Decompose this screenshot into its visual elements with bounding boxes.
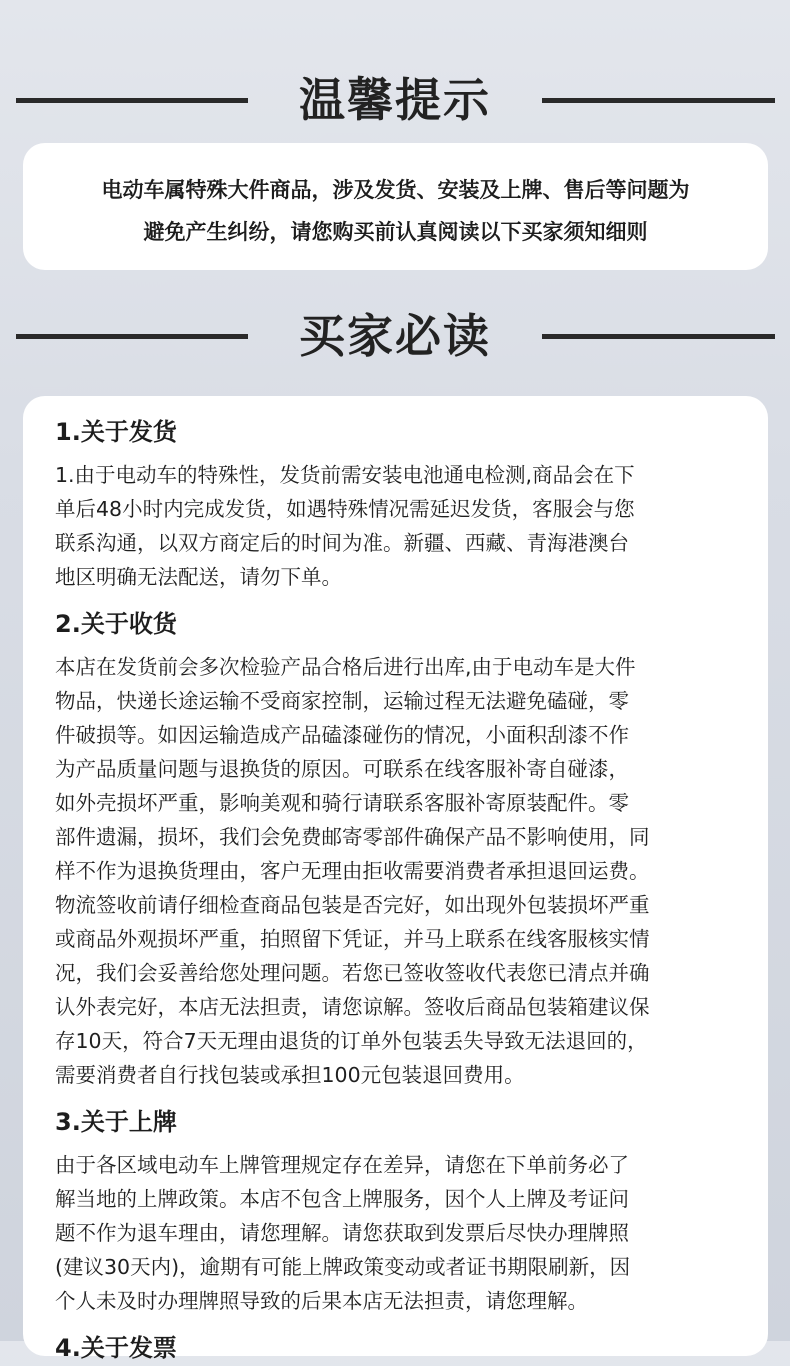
section-line: 本店在发货前会多次检验产品合格后进行出库,由于电动车是大件 (55, 655, 636, 679)
section-title-registration: 3.关于上牌 (55, 1108, 177, 1136)
section-line: 况，我们会妥善给您处理问题。若您已签收签收代表您已清点并确 (55, 961, 650, 985)
section-line: 解当地的上牌政策。本店不包含上牌服务，因个人上牌及考证问 (55, 1187, 629, 1211)
notice-card (23, 143, 768, 270)
section-line: 个人未及时办理牌照导致的后果本店无法担责，请您理解。 (55, 1289, 588, 1313)
section-title-invoice: 4.关于发票 (55, 1334, 177, 1362)
must-read-card (23, 396, 768, 1362)
section-line: 物品，快递长途运输不受商家控制，运输过程无法避免磕碰，零 (55, 689, 629, 713)
section-line: 部件遗漏，损坏，我们会免费邮寄零部件确保产品不影响使用，同 (55, 825, 650, 849)
section-line: 样不作为退换货理由，客户无理由拒收需要消费者承担退回运费。 (55, 859, 650, 883)
tips-title: 温馨提示 (299, 73, 491, 127)
section-line: 或商品外观损坏严重，拍照留下凭证，并马上联系在线客服核实情 (55, 927, 650, 951)
section-line: 如外壳损坏严重，影响美观和骑行请联系客服补寄原装配件。零 (55, 791, 629, 815)
section-title-shipping: 1.关于发货 (55, 418, 177, 446)
section-line: 题不作为退车理由，请您理解。请您获取到发票后尽快办理牌照 (55, 1221, 629, 1245)
header-divider-right (542, 98, 775, 103)
section-line: 需要消费者自行找包装或承担100元包装退回费用。 (55, 1063, 525, 1087)
section-line: 为产品质量问题与退换货的原因。可联系在线客服补寄自碰漆， (55, 757, 629, 781)
header-divider-right (542, 334, 775, 339)
section-line: 由于各区域电动车上牌管理规定存在差异，请您在下单前务必了 (55, 1153, 629, 1177)
header-divider-left (16, 98, 248, 103)
header-divider-left (16, 334, 248, 339)
notice-line: 电动车属特殊大件商品，涉及发货、安装及上牌、售后等问题为 (101, 178, 690, 202)
notice-line: 避免产生纠纷，请您购买前认真阅读以下买家须知细则 (143, 220, 648, 244)
section-line: 件破损等。如因运输造成产品磕漆碰伤的情况，小面积刮漆不作 (55, 723, 629, 747)
section-title-receiving: 2.关于收货 (55, 610, 177, 638)
section-line: 物流签收前请仔细检查商品包装是否完好，如出现外包装损坏严重 (55, 893, 650, 917)
must-read-header (0, 296, 790, 376)
tips-header (0, 60, 790, 140)
section-line: 1.由于电动车的特殊性，发货前需安装电池通电检测,商品会在下 (55, 463, 635, 487)
section-line: 联系沟通，以双方商定后的时间为准。新疆、西藏、青海港澳台 (55, 531, 629, 555)
must-read-title: 买家必读 (299, 309, 491, 363)
section-line: (建议30天内)，逾期有可能上牌政策变动或者证书期限刷新，因 (55, 1255, 631, 1279)
section-line: 存10天，符合7天无理由退货的订单外包装丢失导致无法退回的， (55, 1029, 648, 1053)
section-line: 单后48小时内完成发货，如遇特殊情况需延迟发货，客服会与您 (55, 497, 635, 521)
section-line: 认外表完好，本店无法担责，请您谅解。签收后商品包装箱建议保 (55, 995, 650, 1019)
section-line: 地区明确无法配送，请勿下单。 (55, 565, 342, 589)
